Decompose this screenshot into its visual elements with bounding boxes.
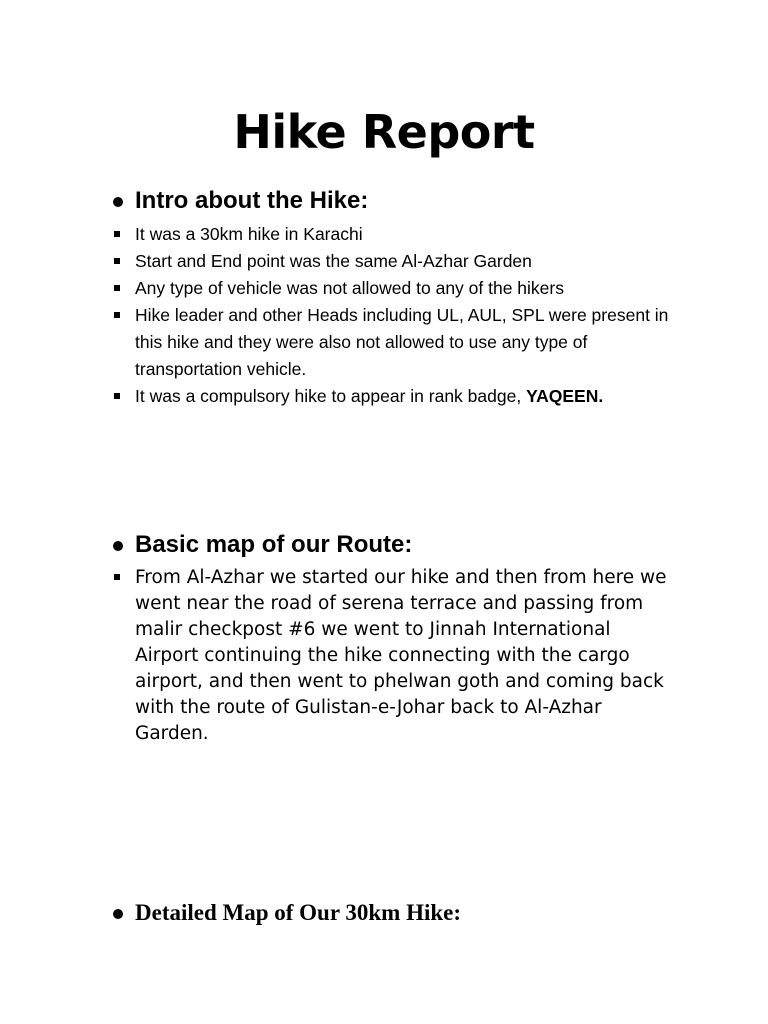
section-heading — [0, 530, 768, 560]
list-item-text: Any type of vehicle was not allowed to any of the hikers — [135, 278, 564, 298]
section-intro — [0, 186, 768, 410]
square-bullet-icon — [114, 393, 120, 399]
list-item — [0, 565, 768, 747]
round-bullet-icon — [113, 909, 123, 919]
list-item — [0, 248, 768, 275]
round-bullet-icon — [113, 541, 123, 551]
section-route — [0, 530, 768, 747]
square-bullet-icon — [114, 574, 120, 580]
section-detailed-map — [0, 898, 768, 928]
list-item — [0, 302, 768, 383]
square-bullet-icon — [114, 258, 120, 264]
list-item — [0, 275, 768, 302]
section-heading-text: Detailed Map of Our 30km Hike: — [135, 900, 462, 925]
list-item-text: It was a compulsory hike to appear in rank badge, — [135, 386, 527, 406]
list-item-text: It was a 30km hike in Karachi — [135, 224, 363, 244]
list-item-text: Hike leader and other Heads including UL, AUL, SPL were present in this hike and they were also not allowed to use any type of transportation vehicle. — [135, 305, 669, 379]
section-heading-text: Intro about the Hike: — [135, 187, 369, 214]
bullet-list — [0, 221, 768, 410]
list-item-text: From Al-Azhar we started our hike and then from here we went near the road of serena terrace and passing from malir checkpost #6 we went to Jinnah International Airport continuing the hike connecting with the cargo airport, and then went to phelwan goth and coming back with the route of Gulistan-e-Johar back to Al-Azhar Garden. — [135, 567, 667, 744]
square-bullet-icon — [114, 285, 120, 291]
bullet-list — [0, 565, 768, 747]
square-bullet-icon — [114, 231, 120, 237]
rank-badge-name: YAQEEN. — [526, 386, 604, 406]
section-heading-text: Basic map of our Route: — [135, 531, 413, 558]
page-title: Hike Report — [233, 105, 535, 159]
list-item — [0, 221, 768, 248]
section-heading — [0, 898, 768, 928]
square-bullet-icon — [114, 312, 120, 318]
list-item-text: Start and End point was the same Al-Azhar Garden — [135, 251, 532, 271]
section-heading — [0, 186, 768, 216]
list-item — [0, 383, 768, 410]
round-bullet-icon — [113, 197, 123, 207]
